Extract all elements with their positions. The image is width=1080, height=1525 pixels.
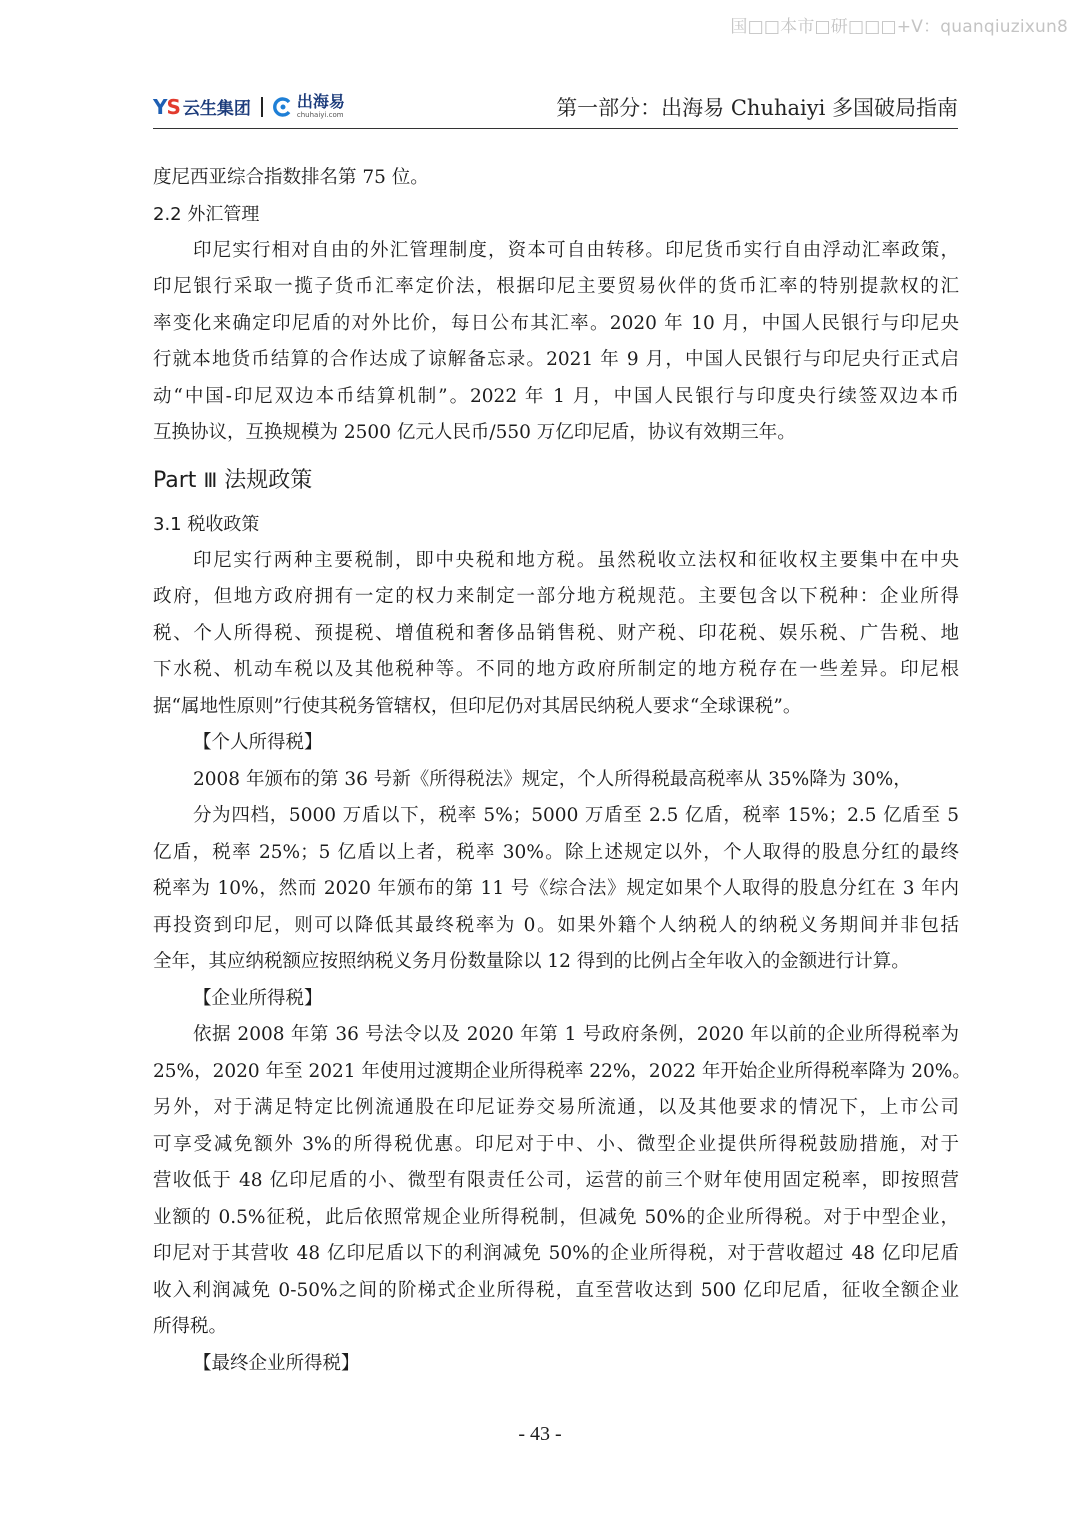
paragraph-line: 下水税、机动车税以及其他税种等。不同的地方政府所制定的地方税存在一些差异。印尼根 bbox=[153, 659, 959, 680]
chuhaiyi-logo-icon bbox=[273, 97, 293, 117]
paragraph-line: 再投资到印尼，则可以降低其最终税率为 0。如果外籍个人纳税人的纳税义务期间并非包括 bbox=[153, 914, 959, 936]
page-number: - 43 - bbox=[518, 1423, 562, 1445]
subheading-personal-income-tax: 【个人所得税】 bbox=[193, 732, 323, 753]
paragraph-line: 率变化来确定印尼盾的对外比价，每日公布其汇率。2020 年 10 月，中国人民银行与印尼央 bbox=[153, 312, 959, 334]
paragraph-line: 收入利润减免 0-50%之间的阶梯式企业所得税，直至营收达到 500 亿印尼盾，征收全额企业 bbox=[153, 1279, 959, 1301]
part-title: 法规政策 bbox=[224, 467, 313, 493]
watermark-text: 国□□本市□研□□□+V：quanqiuzixun8 bbox=[730, 17, 1068, 37]
chuhaiyi-url: chuhaiyi.com bbox=[296, 111, 344, 119]
paragraph-line: 2008 年颁布的第 36 号新《所得税法》规定，个人所得税最高税率从 35%降为 30%， bbox=[193, 768, 912, 790]
chuhaiyi-brand bbox=[297, 94, 345, 119]
paragraph-line: 行就本地货币结算的合作达成了谅解备忘录。2021 年 9 月，中国人民银行与印尼央行正式启 bbox=[153, 349, 959, 370]
part-label: Part bbox=[153, 467, 197, 493]
paragraph-line: 度尼西亚综合指数排名第 75 位。 bbox=[153, 167, 429, 188]
part-roman-numeral: Ⅲ bbox=[203, 467, 218, 492]
subheading-corporate-income-tax: 【企业所得税】 bbox=[193, 987, 323, 1009]
ys-group-name: 云生集团 bbox=[182, 99, 251, 119]
paragraph-line: 动“中国-印尼双边本币结算机制”。2022 年 1 月，中国人民银行与印度央行续签双边本币 bbox=[153, 385, 959, 407]
paragraph-line: 税、个人所得税、预提税、增值税和奢侈品销售税、财产税、印花税、娱乐税、广告税、地 bbox=[153, 622, 959, 644]
paragraph-line: 可享受减免额外 3%的所得税优惠。印尼对于中、小、微型企业提供所得税鼓励措施，对于 bbox=[153, 1133, 959, 1155]
chuhaiyi-name: 出海易 bbox=[296, 92, 345, 111]
paragraph-line: 分为四档，5000 万盾以下，税率 5%；5000 万盾至 2.5 亿盾，税率 15%；2.5 亿盾至 5 bbox=[193, 805, 959, 826]
paragraph-line: 亿盾，税率 25%；5 亿盾以上者，税率 30%。除上述规定以外，个人取得的股息分红的最终 bbox=[153, 841, 959, 863]
header-logos bbox=[153, 94, 345, 119]
header-title: 第一部分：出海易 Chuhaiyi 多国破局指南 bbox=[556, 96, 958, 120]
paragraph-line: 营收低于 48 亿印尼盾的小、微型有限责任公司，运营的前三个财年使用固定税率，即按照营 bbox=[153, 1170, 959, 1191]
paragraph-line: 税率为 10%，然而 2020 年颁布的第 11 号《综合法》规定如果个人取得的股息分红在 3 年内 bbox=[153, 878, 959, 899]
paragraph-line: 印尼实行相对自由的外汇管理制度，资本可自由转移。印尼货币实行自由浮动汇率政策， bbox=[193, 239, 959, 261]
paragraph-line: 全年，其应纳税额应按照纳税义务月份数量除以 12 得到的比例占全年收入的金额进行计算。 bbox=[153, 951, 910, 972]
paragraph-line: 印尼实行两种主要税制，即中央税和地方税。虽然税收立法权和征收权主要集中在中央 bbox=[193, 549, 959, 571]
paragraph-line: 据“属地性原则”行使其税务管辖权，但印尼仍对其居民纳税人要求“全球课税”。 bbox=[153, 695, 802, 717]
subheading-final-corporate-income-tax: 【最终企业所得税】 bbox=[193, 1352, 360, 1374]
paragraph-line: 25%，2020 年至 2021 年使用过渡期企业所得税率 22%，2022 年开始企业所得税率降为 20%。 bbox=[153, 1060, 971, 1082]
paragraph-line: 所得税。 bbox=[153, 1316, 228, 1337]
paragraph-line: 另外，对于满足特定比例流通股在印尼证券交易所流通，以及其他要求的情况下，上市公司 bbox=[153, 1097, 959, 1118]
section-heading-3-1: 3.1 税收政策 bbox=[153, 513, 260, 535]
page-header bbox=[153, 86, 958, 129]
paragraph-line: 印尼对于其营收 48 亿印尼盾以下的利润减免 50%的企业所得税，对于营收超过 48 亿印尼盾 bbox=[153, 1243, 959, 1264]
part-heading bbox=[153, 460, 959, 501]
ys-logo-icon: YS bbox=[153, 94, 180, 119]
paragraph-line: 印尼银行采取一揽子货币汇率定价法，根据印尼主要贸易伙伴的货币汇率的特别提款权的汇 bbox=[153, 276, 959, 297]
paragraph-line: 政府，但地方政府拥有一定的权力来制定一部分地方税规范。主要包含以下税种：企业所得 bbox=[153, 586, 959, 607]
paragraph-line: 依据 2008 年第 36 号法令以及 2020 年第 1 号政府条例，2020 年以前的企业所得税率为 bbox=[193, 1024, 959, 1045]
document-body bbox=[153, 160, 971, 1382]
paragraph-line: 业额的 0.5%征税，此后依照常规企业所得税制，但减免 50%的企业所得税。对于中型企业， bbox=[153, 1206, 959, 1228]
logo-divider bbox=[261, 97, 263, 117]
section-heading-2-2: 2.2 外汇管理 bbox=[153, 203, 260, 225]
paragraph-line: 互换协议，互换规模为 2500 亿元人民币/550 万亿印尼盾，协议有效期三年。 bbox=[153, 422, 796, 443]
